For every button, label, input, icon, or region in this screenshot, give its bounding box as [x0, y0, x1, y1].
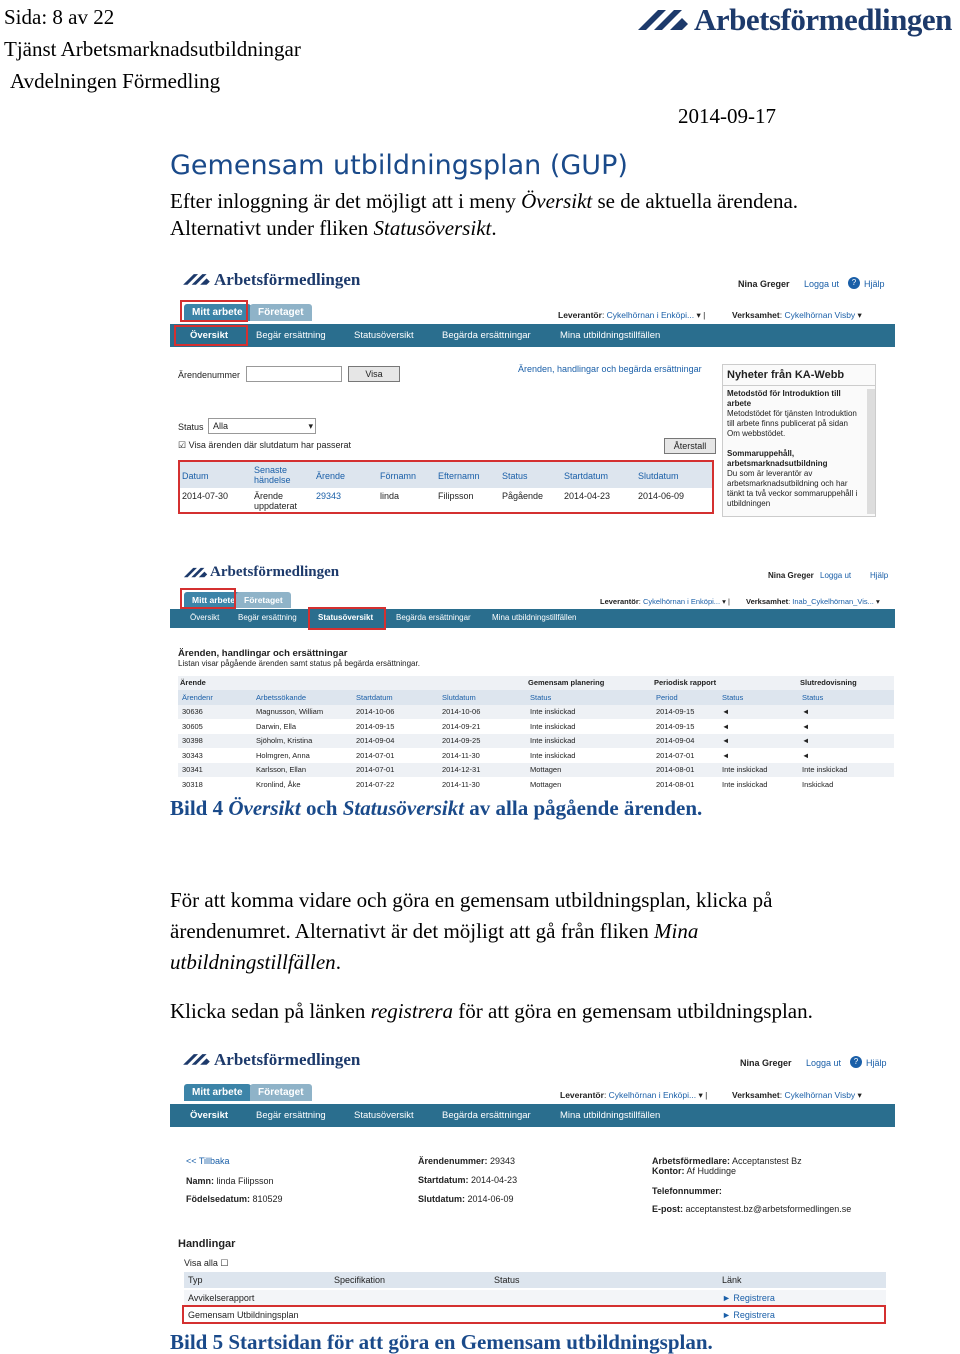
main-nav: [170, 1104, 895, 1127]
intro-line-2: Alternativt under fliken Statusöversikt.: [170, 216, 497, 240]
col-fornamn: Förnamn: [380, 471, 417, 481]
arende-label: Ärendenummer: [178, 370, 241, 380]
table-row: Gemensam Utbildningsplan ► Registrera: [184, 1307, 886, 1323]
cases-link[interactable]: Ärenden, handlingar och begärda ersättningar: [518, 364, 702, 374]
phone: Telefonnummer:: [652, 1186, 722, 1196]
document-date: 2014-09-17: [678, 104, 776, 128]
supplier: Leverantör: Cykelhörnan i Enköpi... ▾ |: [558, 310, 706, 320]
main-nav: [170, 609, 895, 628]
start-date: Startdatum: 2014-04-23: [418, 1175, 518, 1185]
col-startdatum: Startdatum: [564, 471, 609, 481]
register-link[interactable]: ► Registrera: [722, 1293, 775, 1303]
news-item: Metodstöd för Introduktion till arbete Metodstödet för tjänsten Introduktion till arbete finns publicerat på sidan Om webbstödet. Sommaruppehåll, arbetsmarknadsutbildning Du som är leverantör av arbetsmarknadsutbildning och har tänkt ta två veckor sommaruppehåll i utbildningen: [727, 389, 858, 508]
page-number: Sida: 8 av 22: [4, 5, 115, 29]
tab-mitt-arbete[interactable]: Mitt arbete: [184, 304, 251, 321]
business: Verksamhet: Inab_Cykelhörnan_Vis... ▾: [746, 597, 880, 606]
tab-foretaget[interactable]: Företaget: [250, 304, 312, 321]
table-row: 30636 Magnusson, William 2014-10-06 2014-10-06 Inte inskickad 2014-09-15 ◄ ◄: [178, 705, 894, 720]
table-row: 30343 Holmgren, Anna 2014-07-01 2014-11-30 Inte inskickad 2014-07-01 ◄ ◄: [182, 750, 810, 760]
tab-mitt-arbete[interactable]: Mitt arbete: [184, 1084, 251, 1101]
row-efternamn: Filipsson: [438, 491, 474, 501]
col-efternamn: Efternamn: [438, 471, 480, 481]
nav-begarda-ersattningar[interactable]: Begärda ersättningar: [442, 1110, 531, 1121]
show-button[interactable]: Visa: [348, 366, 400, 382]
row-senaste-handelse: Ärende uppdaterat: [254, 491, 298, 511]
screenshot-statusoversikt: [170, 556, 895, 792]
highlight-box: [308, 607, 386, 630]
department-name: Avdelningen Förmedling: [10, 69, 221, 93]
table-header-row: Ärendenr Arbetssökande Startdatum Slutdatum Status Period Status Status: [178, 690, 894, 705]
status-table: [178, 690, 894, 792]
logo-mark-icon: [182, 566, 210, 580]
row-status: Pågående: [502, 491, 544, 501]
col-slutdatum: Slutdatum: [638, 471, 679, 481]
user-name: Nina Greger: [740, 1058, 792, 1068]
office: Kontor: Af Huddinge: [652, 1166, 737, 1176]
user-name: Nina Greger: [768, 571, 814, 580]
table-row: 30341 Karlsson, Ellan 2014-07-01 2014-12-31 Mottagen 2014-08-01 Inte inskickad Inte inskickad: [178, 763, 894, 778]
nav-begar-ersattning[interactable]: Begär ersättning: [256, 1110, 326, 1121]
screenshot-oversikt: [170, 262, 895, 517]
email: E-post: acceptanstest.bz@arbetsformedlingen.se: [652, 1204, 852, 1214]
paragraph-2-line-2: ärendenumret. Alternativt är det möjligt att gå från fliken Mina: [170, 919, 699, 943]
tab-foretaget[interactable]: Företaget: [236, 592, 291, 608]
news-panel: [722, 364, 876, 517]
logo-mark-icon: [182, 272, 212, 288]
table-row: Avvikelserapport ► Registrera: [184, 1290, 886, 1306]
status-label: Status: [178, 422, 204, 432]
paragraph-3: Klicka sedan på länken registrera för att göra en gemensam utbildningsplan.: [170, 999, 813, 1023]
table-row: 30605 Darwin, Ella 2014-09-15 2014-09-21 Inte inskickad 2014-09-15 ◄ ◄: [182, 721, 810, 731]
row-startdatum: 2014-04-23: [564, 491, 611, 501]
help-link[interactable]: Hjälp: [870, 571, 889, 580]
section-title: Ärenden, handlingar och ersättningar: [178, 648, 348, 659]
help-link[interactable]: Hjälp: [866, 1058, 887, 1068]
intro-line-1: Efter inloggning är det möjligt att i meny Översikt se de aktuella ärendena.: [170, 189, 799, 213]
logout-link[interactable]: Logga ut: [806, 1058, 842, 1068]
supplier: Leverantör: Cykelhörnan i Enköpi... ▾ |: [600, 597, 730, 606]
nav-begar-ersattning[interactable]: Begär ersättning: [238, 613, 297, 622]
news-title: Nyheter från KA-Webb: [727, 369, 845, 381]
row-datum: 2014-07-30: [182, 491, 229, 501]
nav-oversikt[interactable]: Översikt: [190, 330, 229, 341]
status-select[interactable]: Alla ▾: [208, 418, 316, 434]
case-number: Ärendenummer: 29343: [418, 1156, 516, 1166]
business: Verksamhet: Cykelhörnan Visby ▾: [732, 1090, 862, 1100]
help-icon[interactable]: ?: [850, 1056, 862, 1068]
help-icon[interactable]: ?: [848, 277, 860, 289]
logo-mark-icon: [182, 1052, 212, 1068]
nav-statusoversikt[interactable]: Statusöversikt: [318, 613, 374, 622]
handlingar-heading: Handlingar: [178, 1238, 236, 1250]
row-arende-link[interactable]: 29343: [316, 491, 342, 501]
col-senaste-handelse: Senaste händelse: [254, 465, 291, 485]
nav-mina-utbildningstillfallen[interactable]: Mina utbildningstillfällen: [492, 613, 577, 622]
screenshot-startsida-gup: [170, 1042, 895, 1328]
table-row: 30398 Sjöholm, Kristina 2014-09-04 2014-09-25 Inte inskickad 2014-09-04 ◄ ◄: [178, 734, 894, 749]
logout-link[interactable]: Logga ut: [804, 279, 840, 289]
col-datum: Datum: [182, 471, 209, 481]
caption-bild-4: Bild 4 Översikt och Statusöversikt av alla pågående ärenden.: [170, 796, 703, 820]
highlight-box: [180, 588, 236, 609]
group-header: Ärende Gemensam planering Periodisk rapport Slutredovisning: [178, 676, 894, 690]
arende-input[interactable]: [246, 366, 342, 382]
show-all-checkbox[interactable]: Visa alla ☐: [184, 1258, 229, 1268]
help-link[interactable]: Hjälp: [864, 279, 885, 289]
reset-button[interactable]: Återstall: [664, 438, 716, 454]
business: Verksamhet: Cykelhörnan Visby ▾: [732, 310, 862, 320]
nav-oversikt[interactable]: Översikt: [190, 613, 220, 622]
end-date: Slutdatum: 2014-06-09: [418, 1194, 514, 1204]
logo: [636, 2, 958, 42]
birth-date: Födelsedatum: 810529: [186, 1194, 283, 1204]
row-slutdatum: 2014-06-09: [638, 491, 685, 501]
service-name: Tjänst Arbetsmarknadsutbildningar: [4, 37, 301, 61]
officer: Arbetsförmedlare: Acceptanstest Bz: [652, 1156, 802, 1166]
logo-text: Arbetsförmedlingen: [214, 270, 361, 289]
caption-bild-5: Bild 5 Startsidan för att göra en Gemensam utbildningsplan.: [170, 1330, 713, 1354]
tab-mitt-arbete[interactable]: Mitt arbete: [184, 592, 243, 608]
nav-mina-utbildningstillfallen[interactable]: Mina utbildningstillfällen: [560, 330, 661, 341]
user-name: Nina Greger: [738, 279, 790, 289]
nav-oversikt[interactable]: Översikt: [190, 1110, 229, 1121]
nav-mina-utbildningstillfallen[interactable]: Mina utbildningstillfällen: [560, 1110, 661, 1121]
highlight-box: [182, 1305, 886, 1324]
logo-text: Arbetsförmedlingen: [210, 564, 340, 580]
paragraph-2-line-3: utbildningstillfällen.: [170, 950, 341, 974]
tab-foretaget[interactable]: Företaget: [250, 1084, 312, 1101]
section-subtitle: Listan visar pågående ärenden samt status på begärda ersättningar.: [178, 659, 420, 668]
main-nav: [170, 324, 895, 347]
table-row: 30318 Kronlind, Åke 2014-07-22 2014-11-30 Mottagen 2014-08-01 Inte inskickad Inskickad: [182, 779, 834, 789]
section-heading: Gemensam utbildningsplan (GUP): [170, 150, 628, 181]
person-name: Namn: linda Filipsson: [186, 1176, 274, 1186]
highlight-box: [180, 300, 248, 322]
supplier: Leverantör: Cykelhörnan i Enköpi... ▾ |: [560, 1090, 708, 1100]
news-scrollbar[interactable]: [867, 389, 875, 514]
nav-begarda-ersattningar[interactable]: Begärda ersättningar: [442, 330, 531, 341]
nav-begarda-ersattningar[interactable]: Begärda ersättningar: [396, 613, 471, 622]
logo-text: Arbetsförmedlingen: [214, 1050, 361, 1069]
logo-mark-icon: [636, 6, 692, 36]
paragraph-2-line-1: För att komma vidare och göra en gemensam utbildningsplan, klicka på: [170, 888, 773, 912]
register-gup-link[interactable]: ► Registrera: [722, 1310, 775, 1320]
col-arende: Ärende: [316, 471, 346, 481]
nav-begar-ersattning[interactable]: Begär ersättning: [256, 330, 326, 341]
highlight-box: [174, 325, 248, 346]
nav-statusoversikt[interactable]: Statusöversikt: [354, 330, 414, 341]
nav-statusoversikt[interactable]: Statusöversikt: [354, 1110, 414, 1121]
handlingar-header: Typ Specifikation Status Länk: [184, 1272, 886, 1288]
back-link[interactable]: << Tillbaka: [186, 1156, 230, 1166]
col-status: Status: [502, 471, 528, 481]
logout-link[interactable]: Logga ut: [820, 571, 852, 580]
logo-text: Arbetsförmedlingen: [694, 2, 952, 37]
show-passed-checkbox[interactable]: ☑ Visa ärenden där slutdatum har passerat: [178, 440, 352, 450]
row-fornamn: linda: [380, 491, 400, 501]
